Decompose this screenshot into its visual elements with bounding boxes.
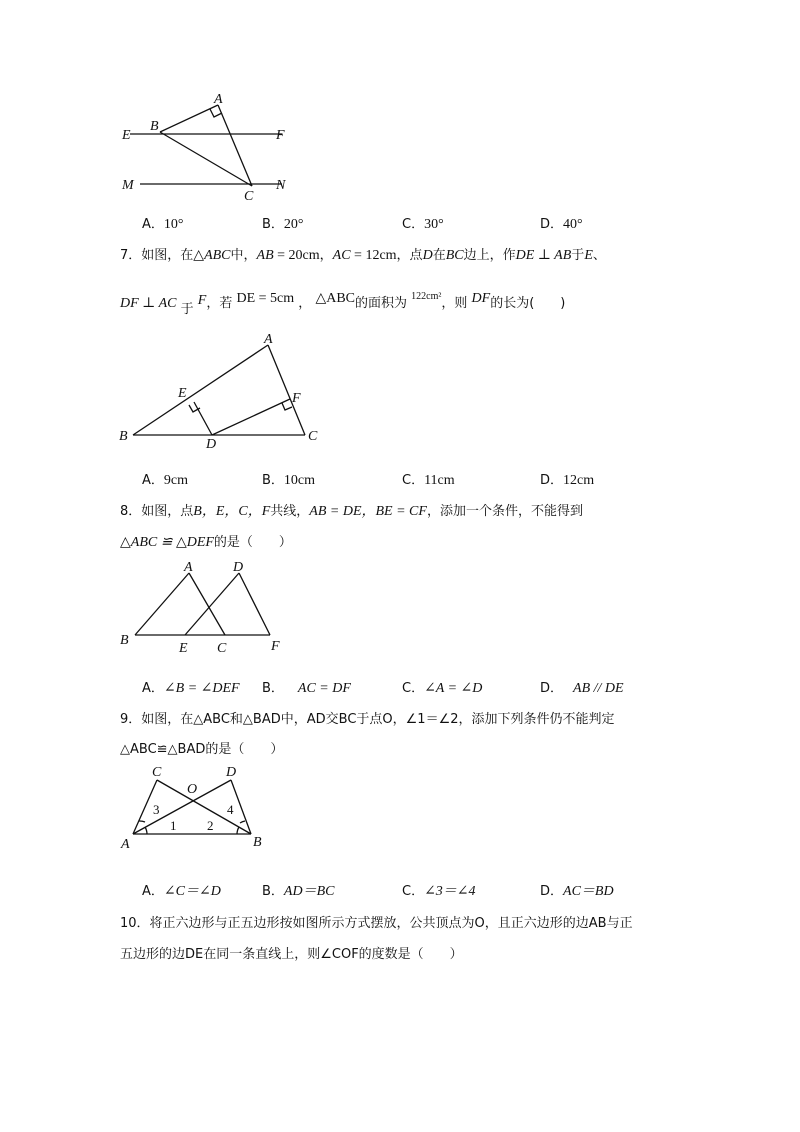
option-value: 12cm	[563, 473, 595, 488]
q6-option-c[interactable]	[402, 213, 444, 233]
label-e: E	[179, 641, 188, 656]
q8-line1: 8．如图，点B，E，C，F共线，AB = DE，BE = CF，添加一个条件，不能得到	[120, 504, 583, 519]
label-b: B	[150, 119, 159, 134]
q9-line2: △ABC≌△BAD的是（ ）	[120, 742, 284, 757]
q8-option-a[interactable]	[142, 677, 240, 697]
label-c: C	[244, 189, 254, 204]
option-value: 10°	[163, 217, 184, 232]
option-letter: A．	[142, 217, 164, 232]
segment-ac	[268, 345, 305, 435]
q7-option-c[interactable]	[402, 469, 455, 489]
label-c: C	[152, 765, 162, 780]
option-value: AD＝BC	[283, 884, 335, 899]
segment-ba	[160, 105, 218, 132]
label-o: O	[187, 782, 198, 797]
angle-arc-1	[145, 827, 147, 834]
segment-ad	[133, 780, 231, 834]
segment-db	[231, 780, 251, 834]
segment-ba	[133, 345, 268, 435]
label-b: B	[253, 835, 262, 850]
segment-ed	[185, 573, 239, 635]
q7-line2: DF ⊥ AC 于 F，若 DE = 5cm ， △ABC的面积为 $^{122cm^2}$，则 DF的长为( )	[120, 291, 566, 317]
option-value: 20°	[283, 217, 304, 232]
option-value: ∠3＝∠4	[424, 884, 476, 899]
label-d: D	[206, 437, 217, 452]
q9-option-a[interactable]	[142, 880, 221, 900]
q7-option-d[interactable]	[540, 469, 594, 489]
q8-line2: △ABC ≌ △DEF的是（ ）	[120, 535, 292, 550]
label-n: N	[276, 178, 286, 193]
option-value: 11cm	[424, 473, 455, 488]
option-letter: A．	[142, 681, 164, 696]
option-letter: A．	[142, 473, 164, 488]
label-b: B	[120, 633, 129, 648]
label-f: F	[292, 391, 301, 406]
q8-option-d[interactable]	[540, 677, 624, 697]
label-a: A	[121, 837, 130, 852]
figure-q9	[115, 762, 275, 852]
option-letter: C．	[402, 681, 425, 696]
label-c: C	[308, 429, 318, 444]
option-letter: B．	[262, 473, 284, 488]
label-d: D	[233, 560, 244, 575]
q7-line1: 7．如图，在△ABC中，AB = 20cm，AC = 12cm，点D在BC边上，作DE ⊥ AB于E、	[120, 248, 606, 263]
option-letter: B．	[262, 681, 284, 696]
q9-line1: 9．如图，在△ABC和△BAD中，AD交BC于点O，∠1＝∠2，添加下列条件仍不能判定	[120, 712, 615, 727]
q8-option-b[interactable]	[262, 677, 351, 697]
option-letter: D．	[540, 681, 564, 696]
segment-de	[194, 402, 212, 435]
segment-ac	[189, 573, 225, 635]
q10-line2: 五边形的边DE在同一条直线上，则∠COF的度数是（ ）	[120, 947, 463, 962]
option-letter: B．	[262, 884, 284, 899]
option-value: 30°	[424, 217, 444, 232]
option-value: 40°	[563, 217, 583, 232]
option-letter: C．	[402, 217, 425, 232]
label-f: F	[271, 639, 280, 654]
q8-option-c[interactable]	[402, 677, 482, 697]
label-e: E	[178, 386, 187, 401]
option-letter: D．	[540, 217, 564, 232]
q9-option-b[interactable]	[262, 880, 334, 900]
option-letter: D．	[540, 884, 564, 899]
option-letter: B．	[262, 217, 284, 232]
option-letter: C．	[402, 884, 425, 899]
option-value: AC = DF	[297, 681, 351, 696]
segment-bc	[160, 132, 252, 186]
option-letter: C．	[402, 473, 425, 488]
segment-df	[239, 573, 270, 635]
option-letter: D．	[540, 473, 564, 488]
q6-option-b[interactable]	[262, 213, 304, 233]
label-a: A	[184, 560, 193, 575]
option-value: AB // DE	[573, 681, 624, 696]
option-value: AC＝BD	[563, 884, 614, 899]
segment-df	[212, 399, 290, 435]
segment-ac	[218, 105, 252, 186]
segment-ba	[135, 573, 189, 635]
angle-arc-4	[240, 821, 245, 823]
label-a: A	[264, 332, 273, 347]
label-e: E	[122, 128, 131, 143]
q9-option-c[interactable]	[402, 880, 476, 900]
label-d: D	[226, 765, 237, 780]
figure-q7	[115, 330, 335, 450]
label-angle-3: 3	[153, 802, 160, 817]
label-angle-2: 2	[207, 818, 214, 833]
q9-option-d[interactable]	[540, 880, 614, 900]
q6-option-d[interactable]	[540, 213, 583, 233]
q7-option-b[interactable]	[262, 469, 315, 489]
option-value: 9cm	[163, 473, 189, 488]
option-letter: A．	[142, 884, 164, 899]
option-value: ∠C＝∠D	[163, 884, 221, 899]
label-angle-1: 1	[170, 818, 177, 833]
right-angle-mark-f	[282, 403, 292, 410]
label-b: B	[119, 429, 128, 444]
label-angle-4: 4	[227, 802, 234, 817]
option-value: ∠A = ∠D	[424, 681, 483, 696]
label-c: C	[217, 641, 227, 656]
angle-arc-3	[139, 821, 145, 822]
q7-option-a[interactable]	[142, 469, 188, 489]
figure-q8	[115, 558, 295, 658]
label-m: M	[122, 178, 134, 193]
figure-q6	[110, 90, 310, 205]
label-f: F	[276, 128, 285, 143]
option-value: 10cm	[283, 473, 316, 488]
angle-arc-2	[237, 827, 239, 834]
q10-line1: 10．将正六边形与正五边形按如图所示方式摆放，公共顶点为O，且正六边形的边AB与正	[120, 916, 633, 931]
option-value: ∠B = ∠DEF	[163, 681, 240, 696]
label-a: A	[214, 92, 223, 107]
q6-option-a[interactable]	[142, 213, 184, 233]
